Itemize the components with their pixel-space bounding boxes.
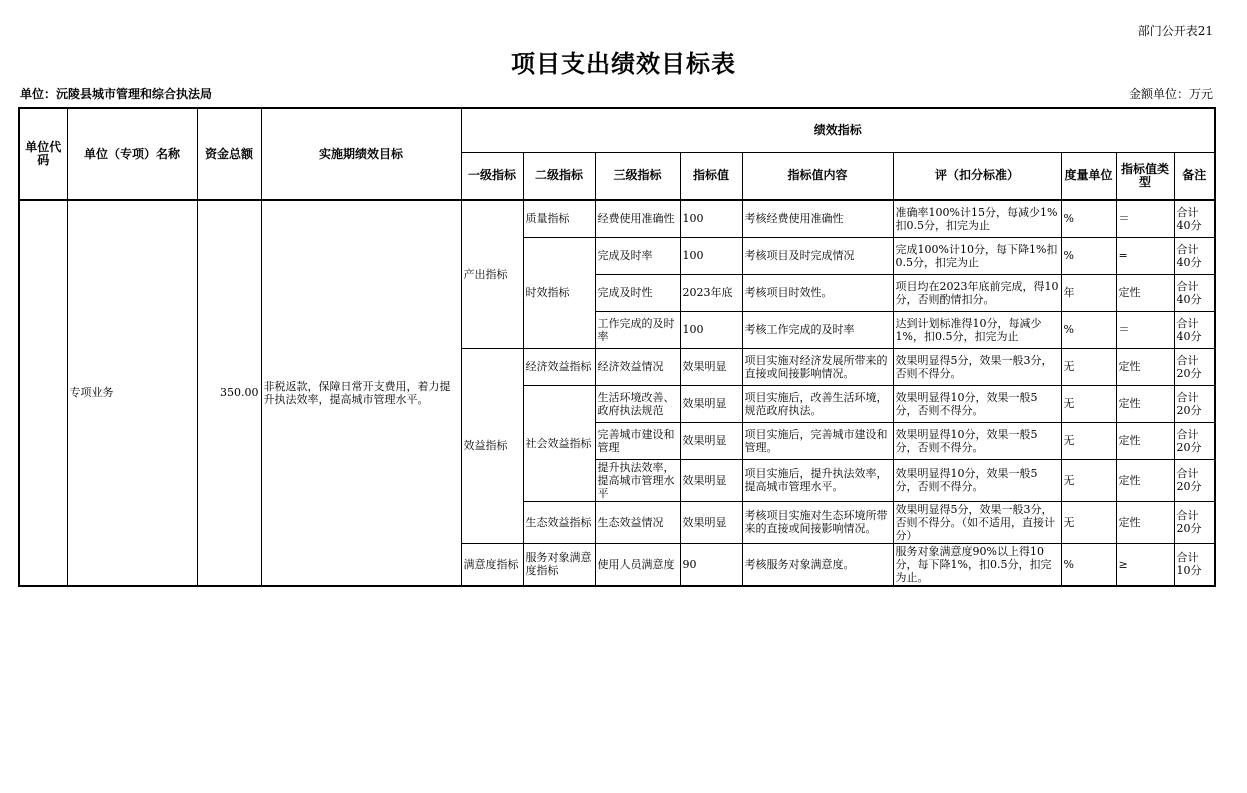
remark-cell: 合计20分 [1174, 348, 1215, 385]
type-cell: 定性 [1116, 422, 1174, 459]
page-title: 项目支出绩效目标表 [511, 50, 736, 78]
content-cell: 项目实施对经济发展所带来的直接或间接影响情况。 [742, 348, 893, 385]
measure-cell: % [1061, 543, 1116, 586]
type-cell: 定性 [1116, 459, 1174, 501]
content-cell: 考核项目时效性。 [742, 274, 893, 311]
value-cell: 效果明显 [680, 459, 742, 501]
remark-cell: 合计40分 [1174, 237, 1215, 274]
measure-cell: 无 [1061, 501, 1116, 543]
score-cell: 效果明显得5分，效果一般3分，否则不得分。 [893, 348, 1061, 385]
content-cell: 考核经费使用准确性 [742, 200, 893, 237]
level3-cell: 经济效益情况 [595, 348, 680, 385]
project-code [19, 200, 67, 586]
level3-cell: 生活环境改善、政府执法规范 [595, 385, 680, 422]
level3-cell: 生态效益情况 [595, 501, 680, 543]
content-cell: 考核项目实施对生态环境所带来的直接或间接影响情况。 [742, 501, 893, 543]
score-cell: 达到计划标准得10分，每减少1%，扣0.5分，扣完为止 [893, 311, 1061, 348]
value-cell: 效果明显 [680, 385, 742, 422]
remark-cell: 合计20分 [1174, 501, 1215, 543]
value-cell: 100 [680, 237, 742, 274]
remark-cell: 合计20分 [1174, 459, 1215, 501]
remark-cell: 合计40分 [1174, 274, 1215, 311]
score-cell: 准确率100%计15分，每减少1%扣0.5分，扣完为止 [893, 200, 1061, 237]
level3-cell: 工作完成的及时率 [595, 311, 680, 348]
header-goal: 实施期绩效目标 [261, 108, 461, 200]
type-cell: 定性 [1116, 501, 1174, 543]
score-cell: 效果明显得5分，效果一般3分，否则不得分。（如不适用，直接计分） [893, 501, 1061, 543]
value-cell: 100 [680, 200, 742, 237]
measure-cell: 无 [1061, 459, 1116, 501]
value-cell: 90 [680, 543, 742, 586]
value-cell: 效果明显 [680, 348, 742, 385]
level3-cell: 完善城市建设和管理 [595, 422, 680, 459]
level2-cell: 服务对象满意度指标 [523, 543, 595, 586]
level3-cell: 提升执法效率，提高城市管理水平 [595, 459, 680, 501]
measure-cell: % [1061, 237, 1116, 274]
level2-cell: 经济效益指标 [523, 348, 595, 385]
header-performance: 绩效指标 [461, 108, 1215, 152]
value-cell: 效果明显 [680, 501, 742, 543]
remark-cell: 合计20分 [1174, 385, 1215, 422]
unit-label: 单位：沅陵县城市管理和综合执法局 [20, 87, 213, 101]
type-cell: = [1116, 237, 1174, 274]
level3-cell: 完成及时性 [595, 274, 680, 311]
content-cell: 项目实施后，完善城市建设和管理。 [742, 422, 893, 459]
header-level3: 三级指标 [595, 152, 680, 200]
level2-cell: 质量指标 [523, 200, 595, 237]
header-unit-name: 单位（专项）名称 [67, 108, 197, 200]
level2-cell: 生态效益指标 [523, 501, 595, 543]
score-cell: 效果明显得10分，效果一般5分，否则不得分。 [893, 459, 1061, 501]
value-cell: 100 [680, 311, 742, 348]
type-cell: 定性 [1116, 385, 1174, 422]
measure-cell: 无 [1061, 422, 1116, 459]
project-goal: 非税返款，保障日常开支费用，着力提升执法效率，提高城市管理水平。 [261, 200, 461, 586]
remark-cell: 合计20分 [1174, 422, 1215, 459]
content-cell: 考核工作完成的及时率 [742, 311, 893, 348]
level3-cell: 使用人员满意度 [595, 543, 680, 586]
level2-cell: 时效指标 [523, 237, 595, 348]
score-cell: 完成100%计10分，每下降1%扣0.5分，扣完为止 [893, 237, 1061, 274]
header-value-type: 指标值类型 [1116, 152, 1174, 200]
header-content: 指标值内容 [742, 152, 893, 200]
score-cell: 效果明显得10分，效果一般5分，否则不得分。 [893, 385, 1061, 422]
header-value: 指标值 [680, 152, 742, 200]
value-cell: 2023年底 [680, 274, 742, 311]
form-number: 部门公开表21 [1137, 24, 1213, 38]
type-cell: ＝ [1116, 200, 1174, 237]
remark-cell: 合计40分 [1174, 311, 1215, 348]
score-cell: 项目均在2023年底前完成，得10分，否则酌情扣分。 [893, 274, 1061, 311]
score-cell: 效果明显得10分，效果一般5分，否则不得分。 [893, 422, 1061, 459]
header-total-funds: 资金总额 [197, 108, 261, 200]
type-cell: ＝ [1116, 311, 1174, 348]
level1-cell: 产出指标 [461, 200, 523, 348]
level1-cell: 满意度指标 [461, 543, 523, 586]
type-cell: 定性 [1116, 274, 1174, 311]
header-level2: 二级指标 [523, 152, 595, 200]
score-cell: 服务对象满意度90%以上得10分，每下降1%，扣0.5分，扣完为止。 [893, 543, 1061, 586]
header-remark: 备注 [1174, 152, 1215, 200]
level3-cell: 完成及时率 [595, 237, 680, 274]
content-cell: 考核服务对象满意度。 [742, 543, 893, 586]
remark-cell: 合计10分 [1174, 543, 1215, 586]
level3-cell: 经费使用准确性 [595, 200, 680, 237]
project-total: 350.00 [197, 200, 261, 586]
level2-cell: 社会效益指标 [523, 385, 595, 501]
header-measure: 度量单位 [1061, 152, 1116, 200]
measure-cell: 无 [1061, 348, 1116, 385]
performance-table [18, 107, 1216, 587]
header-unit-code: 单位代码 [19, 108, 67, 200]
content-cell: 项目实施后，改善生活环境，规范政府执法。 [742, 385, 893, 422]
type-cell: ≥ [1116, 543, 1174, 586]
money-unit-label: 金额单位：万元 [1128, 87, 1213, 101]
content-cell: 项目实施后，提升执法效率，提高城市管理水平。 [742, 459, 893, 501]
measure-cell: % [1061, 311, 1116, 348]
measure-cell: 无 [1061, 385, 1116, 422]
measure-cell: 年 [1061, 274, 1116, 311]
project-name: 专项业务 [67, 200, 197, 586]
level1-cell: 效益指标 [461, 348, 523, 543]
header-level1: 一级指标 [461, 152, 523, 200]
measure-cell: % [1061, 200, 1116, 237]
type-cell: 定性 [1116, 348, 1174, 385]
remark-cell: 合计40分 [1174, 200, 1215, 237]
content-cell: 考核项目及时完成情况 [742, 237, 893, 274]
header-score: 评（扣分标准） [893, 152, 1061, 200]
value-cell: 效果明显 [680, 422, 742, 459]
